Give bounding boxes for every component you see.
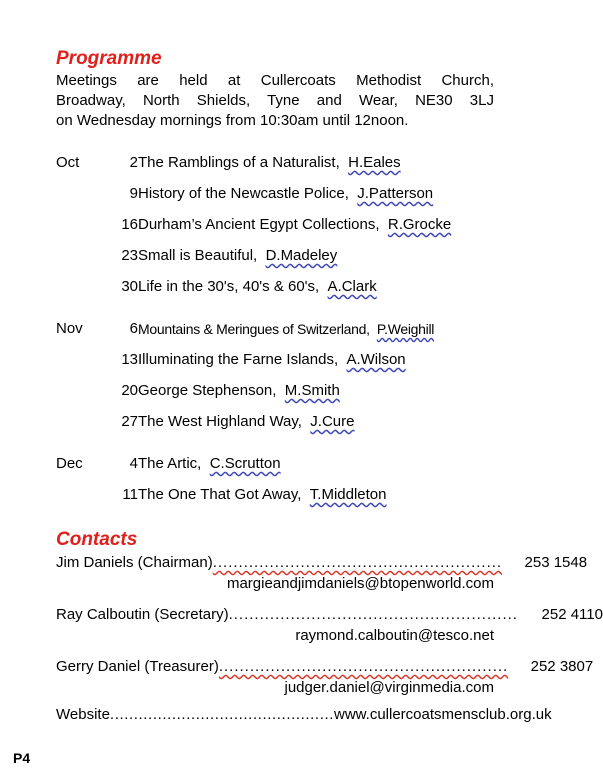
event-day: 9 <box>129 185 138 202</box>
contact-name: Gerry Daniel (Treasurer) <box>56 658 219 675</box>
leader-dots: ............................................... <box>109 706 334 723</box>
event-talk <box>138 484 387 506</box>
website-link[interactable]: www.cullercoatsmensclub.org.uk <box>334 706 552 723</box>
event-title: Illuminating the Farne Islands, <box>138 351 339 368</box>
event-speaker: J.Patterson <box>357 185 434 202</box>
contact-email[interactable]: margieandjimdaniels@btopenworld.com <box>226 575 494 592</box>
event-month: Dec <box>56 455 83 472</box>
event-talk <box>138 245 337 267</box>
event-title: George Stephenson, <box>138 382 277 399</box>
event-day: 4 <box>129 455 138 472</box>
event-day: 13 <box>121 351 138 368</box>
event-speaker: D.Madeley <box>265 247 338 264</box>
event-talk <box>138 318 434 340</box>
event-day: 16 <box>121 216 138 233</box>
event-talk <box>138 276 377 298</box>
website-label: Website <box>56 706 110 723</box>
event-talk <box>138 453 281 475</box>
event-title: Life in the 30's, 40's & 60's, <box>138 278 320 295</box>
contact-secretary <box>56 604 603 646</box>
meeting-info-line: Meetings are held at Cullercoats Methodist Church, <box>56 72 494 89</box>
contacts-heading: Contacts <box>56 529 138 550</box>
event-title: The One That Got Away, <box>138 486 302 503</box>
event-title: Durham’s Ancient Egypt Collections, <box>138 216 380 233</box>
event-talk <box>138 214 451 236</box>
event-speaker: M.Smith <box>284 382 340 399</box>
event-speaker: C.Scrutton <box>209 455 281 472</box>
contact-phone: 252 3807 <box>530 658 594 675</box>
website-line <box>56 706 552 723</box>
contact-email[interactable]: judger.daniel@virginmedia.com <box>284 679 494 696</box>
event-day: 30 <box>121 278 138 295</box>
leader-dots: ........................................................ <box>218 658 509 675</box>
event-day: 23 <box>121 247 138 264</box>
event-title: The Ramblings of a Naturalist, <box>138 154 340 171</box>
event-speaker: H.Eales <box>348 154 401 171</box>
event-month: Oct <box>56 154 80 171</box>
event-speaker: T.Middleton <box>309 486 387 503</box>
event-title: Mountains & Meringues of Switzerland, <box>138 321 370 337</box>
contact-phone: 253 1548 <box>524 554 588 571</box>
event-day: 27 <box>121 413 138 430</box>
meeting-info <box>56 71 494 131</box>
leader-dots: ........................................................ <box>212 554 503 571</box>
leader-dots: ........................................................ <box>228 606 518 623</box>
programme-heading: Programme <box>56 48 162 69</box>
event-talk <box>138 349 406 371</box>
event-talk <box>138 411 354 433</box>
event-month: Nov <box>56 320 83 337</box>
meeting-info-line: on Wednesday mornings from 10:30am until 12noon. <box>56 112 409 129</box>
event-talk <box>138 183 433 205</box>
contact-name: Ray Calboutin (Secretary) <box>56 606 229 623</box>
meeting-info-line: Broadway, North Shields, Tyne and Wear, NE30 3LJ <box>56 92 494 109</box>
event-speaker: J.Cure <box>310 413 355 430</box>
contact-email[interactable]: raymond.calboutin@tesco.net <box>295 627 494 644</box>
event-day: 2 <box>129 154 138 171</box>
event-speaker: A.Clark <box>327 278 377 295</box>
event-speaker: R.Grocke <box>387 216 452 233</box>
contact-chairman <box>56 552 588 594</box>
contact-phone: 252 4110 <box>541 606 603 623</box>
event-day: 11 <box>122 486 138 503</box>
event-day: 20 <box>121 382 138 399</box>
event-talk <box>138 152 401 174</box>
page-number: P4 <box>13 750 31 766</box>
event-title: The Artic, <box>138 455 202 472</box>
contact-name: Jim Daniels (Chairman) <box>56 554 213 571</box>
event-day: 6 <box>129 320 138 337</box>
event-title: Small is Beautiful, <box>138 247 258 264</box>
event-title: The West Highland Way, <box>138 413 302 430</box>
contact-treasurer <box>56 656 594 698</box>
event-talk <box>138 380 340 402</box>
event-speaker: A.Wilson <box>346 351 406 368</box>
event-title: History of the Newcastle Police, <box>138 185 349 202</box>
event-speaker: P.Weighill <box>376 321 435 337</box>
